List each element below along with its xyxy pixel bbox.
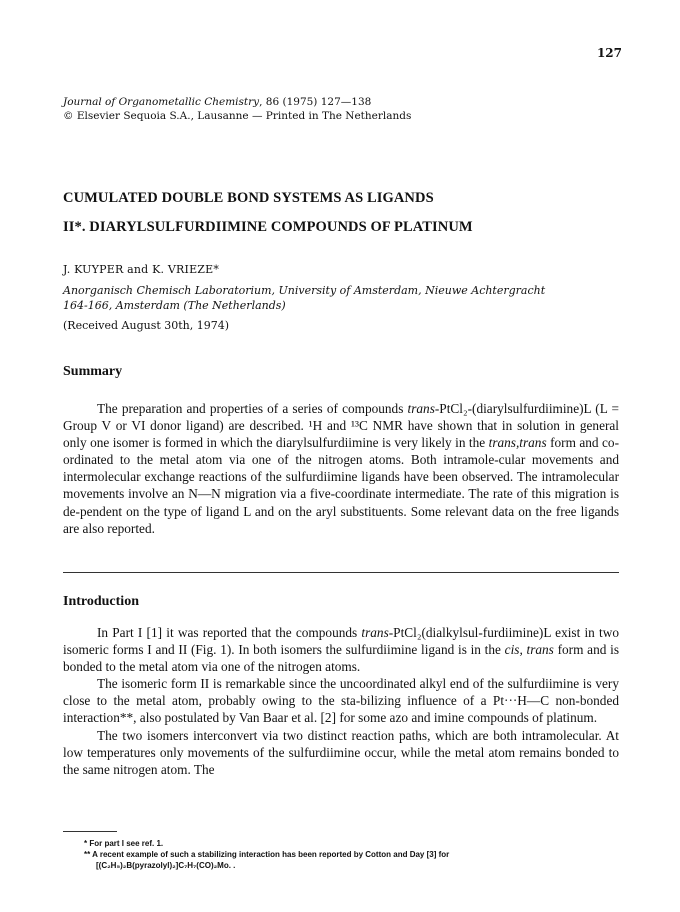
journal-name: Journal of Organometallic Chemistry [63, 96, 260, 108]
introduction-heading: Introduction [63, 594, 139, 609]
summary-paragraph [63, 400, 619, 537]
summary-text-part: The preparation and properties of a series of compounds [97, 401, 408, 416]
journal-volume: , 86 (1975) 127—138 [259, 96, 372, 108]
journal-citation [63, 95, 411, 109]
intro-paragraph-1 [63, 624, 619, 675]
authors: J. KUYPER and K. VRIEZE* [63, 263, 220, 276]
summary-text [63, 400, 619, 537]
intro-paragraph-3: The two isomers interconvert via two distinct reaction paths, which are both intramolecular. At low temperatures only movements of the sulfurdiimine occur, while the metal atom remains bonded to the same nitrogen atom. The [63, 727, 619, 777]
intro-paragraph-2: The isomeric form II is remarkable since the uncoordinated alkyl end of the sulfurdiimine is very close to the metal atom, probably owing to the sta-bilizing influence of a Pt···H—C non-bonded interaction**, also postulated by Van Baar et al. [2] for some azo and imine compounds of platinum. [63, 676, 619, 726]
intro-italic-trans: trans [361, 625, 389, 640]
summary-heading: Summary [63, 364, 123, 379]
footnote-2: ** A recent example of such a stabilizing interaction has been reported by Cotton and Day [3] for [84, 850, 450, 859]
summary-italic-trans: trans [407, 401, 435, 416]
intro-italic-cis-trans: cis, trans [504, 642, 554, 658]
title-line-2: II*. DIARYLSULFURDIIMINE COMPOUNDS OF PLATINUM [63, 219, 473, 235]
footnote-1: * For part I see ref. 1. [84, 839, 164, 848]
intro-text-part: form and is bonded to the metal atom via one of the nitrogen atoms. [63, 642, 619, 675]
received-date: (Received August 30th, 1974) [63, 319, 230, 332]
summary-text-part: form and co-ordinated to the metal atom via one of the nitrogen atoms. Both intramole-cular movements and intermolecular exchange reactions of the sulfurdiimine ligands have been observed. The intramolecular movements involve an N—N migration via a five-coordinate intermediate. The rate of this migration is de-pendent on the type of ligand L and on the aryl substituents. Some relevant data on the free ligands are also reported. [63, 435, 619, 536]
intro-text-part: -PtCl₂(dialkylsul-furdiimine)L exist in two isomeric forms I and II (Fig. 1). In both isomers the sulfurdiimine ligand is in the [63, 625, 619, 658]
summary-italic-trans-trans: trans,trans [488, 435, 547, 451]
footnote-rule [63, 831, 117, 832]
footnote-2-continued: [(C₂H₅)₂B(pyrazolyl)₂]C₇H₇(CO)₂Mo. . [96, 861, 236, 870]
introduction-text [63, 624, 619, 778]
title-line-1: CUMULATED DOUBLE BOND SYSTEMS AS LIGANDS [63, 190, 434, 206]
affiliation [63, 283, 545, 313]
footnotes [84, 838, 614, 871]
journal-info [63, 95, 411, 123]
section-divider [63, 572, 619, 573]
journal-publisher: © Elsevier Sequoia S.A., Lausanne — Printed in The Netherlands [63, 110, 412, 122]
page-number: 127 [596, 46, 622, 60]
intro-text-part: In Part I [1] it was reported that the compounds [97, 625, 362, 640]
affiliation-line-2: 164-166, Amsterdam (The Netherlands) [63, 299, 286, 312]
summary-text-part: -PtCl₂-(diarylsulfurdiimine)L (L = Group V or VI donor ligand) are described. ¹H and ¹³C NMR have shown that in solution in general only one isomer is formed in which the diarylsulfurdiimine is very likely in the [63, 401, 620, 451]
affiliation-line-1: Anorganisch Chemisch Laboratorium, University of Amsterdam, Nieuwe Achtergracht [63, 284, 546, 297]
